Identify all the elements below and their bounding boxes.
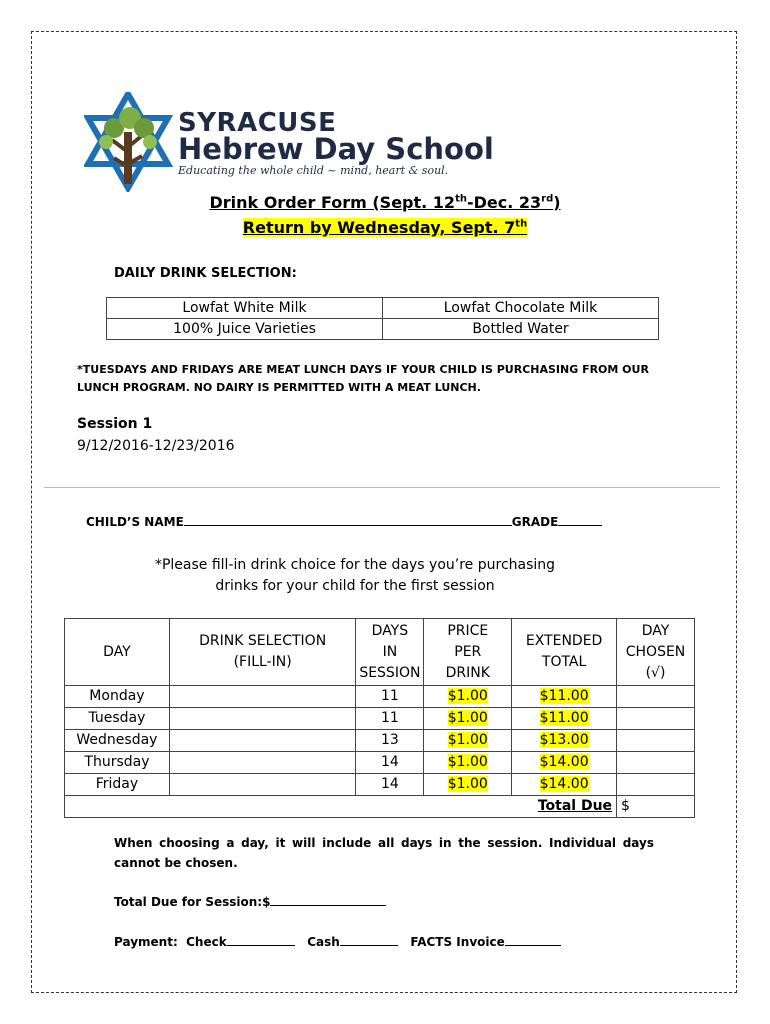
day-chosen-checkbox[interactable]	[617, 774, 695, 796]
header-days-in-session: DAYS IN SESSION	[356, 619, 424, 686]
day-chosen-checkbox[interactable]	[617, 752, 695, 774]
return-deadline: Return by Wednesday, Sept. 7th	[242, 218, 528, 237]
table-row	[65, 774, 695, 796]
total-due-label: Total Due	[65, 796, 617, 818]
drink-selection-input[interactable]	[169, 686, 356, 708]
days-cell: 14	[356, 752, 424, 774]
total-due-session-field[interactable]	[270, 893, 386, 906]
total-cell: $11.00	[512, 686, 617, 708]
table-row	[65, 730, 695, 752]
facts-invoice-field[interactable]	[505, 933, 561, 946]
price-cell: $1.00	[424, 686, 512, 708]
drink-selection-input[interactable]	[169, 708, 356, 730]
table-row	[107, 298, 659, 319]
table-row	[107, 319, 659, 340]
check-field[interactable]	[227, 933, 295, 946]
school-name-line1: SYRACUSE	[178, 108, 337, 138]
day-chosen-checkbox[interactable]	[617, 686, 695, 708]
table-row	[65, 686, 695, 708]
header-extended-total: EXTENDED TOTAL	[512, 619, 617, 686]
child-name-label: CHILD’S NAME	[86, 515, 184, 529]
drink-option: Bottled Water	[383, 319, 659, 340]
drink-option: Lowfat Chocolate Milk	[383, 298, 659, 319]
days-cell: 11	[356, 686, 424, 708]
total-due-session-label: Total Due for Session:$	[114, 895, 271, 909]
payment-line	[114, 933, 561, 949]
price-cell: $1.00	[424, 752, 512, 774]
price-cell: $1.00	[424, 730, 512, 752]
total-due-session-line	[114, 893, 386, 909]
day-cell: Friday	[65, 774, 170, 796]
fill-in-instructions: *Please fill-in drink choice for the days you’re purchasing drinks for your child for the first session	[154, 557, 556, 594]
drink-option: Lowfat White Milk	[107, 298, 383, 319]
days-cell: 13	[356, 730, 424, 752]
drink-selection-input[interactable]	[169, 730, 356, 752]
school-name-line2: Hebrew Day School	[178, 132, 494, 166]
check-label: Check	[186, 935, 227, 949]
day-cell: Monday	[65, 686, 170, 708]
table-row	[65, 708, 695, 730]
price-cell: $1.00	[424, 708, 512, 730]
drink-option: 100% Juice Varieties	[107, 319, 383, 340]
day-cell: Tuesday	[65, 708, 170, 730]
drink-order-table	[64, 618, 695, 818]
day-cell: Wednesday	[65, 730, 170, 752]
divider	[44, 487, 720, 488]
total-cell: $11.00	[512, 708, 617, 730]
session-dates: 9/12/2016-12/23/2016	[77, 438, 235, 454]
day-chosen-checkbox[interactable]	[617, 730, 695, 752]
header-drink-selection: DRINK SELECTION (FILL-IN)	[169, 619, 356, 686]
grade-label: GRADE	[511, 515, 559, 529]
facts-invoice-label: FACTS Invoice	[410, 935, 505, 949]
cash-field[interactable]	[340, 933, 398, 946]
cash-label: Cash	[307, 935, 340, 949]
day-cell: Thursday	[65, 752, 170, 774]
header-price-per-drink: PRICE PER DRINK	[424, 619, 512, 686]
total-cell: $14.00	[512, 774, 617, 796]
meat-lunch-note: *TUESDAYS AND FRIDAYS ARE MEAT LUNCH DAYS IF YOUR CHILD IS PURCHASING FROM OUR LUNCH PROGRAM. NO DAIRY IS PERMITTED WITH A MEAT LUNCH.	[77, 363, 649, 394]
days-cell: 11	[356, 708, 424, 730]
header-day: DAY	[65, 619, 170, 686]
form-title: Drink Order Form (Sept. 12th-Dec. 23rd)	[209, 193, 561, 212]
total-cell: $13.00	[512, 730, 617, 752]
header-day-chosen: DAY CHOSEN (√)	[617, 619, 695, 686]
total-due-field[interactable]: $	[617, 796, 695, 818]
price-cell: $1.00	[424, 774, 512, 796]
child-name-field[interactable]	[184, 514, 512, 526]
drink-selection-input[interactable]	[169, 752, 356, 774]
daily-drink-table	[106, 297, 659, 340]
days-cell: 14	[356, 774, 424, 796]
total-due-row	[65, 796, 695, 818]
total-cell: $14.00	[512, 752, 617, 774]
school-tagline: Educating the whole child ~ mind, heart & soul.	[178, 164, 449, 177]
child-info-line	[86, 514, 602, 529]
drink-selection-input[interactable]	[169, 774, 356, 796]
table-header-row	[65, 619, 695, 686]
day-chosen-checkbox[interactable]	[617, 708, 695, 730]
payment-label: Payment:	[114, 935, 178, 949]
choose-day-note: When choosing a day, it will include all days in the session. Individual days cannot be chosen.	[114, 836, 654, 870]
grade-field[interactable]	[558, 514, 602, 526]
daily-selection-heading: DAILY DRINK SELECTION:	[114, 266, 297, 281]
table-row	[65, 752, 695, 774]
session-title: Session 1	[77, 416, 153, 432]
